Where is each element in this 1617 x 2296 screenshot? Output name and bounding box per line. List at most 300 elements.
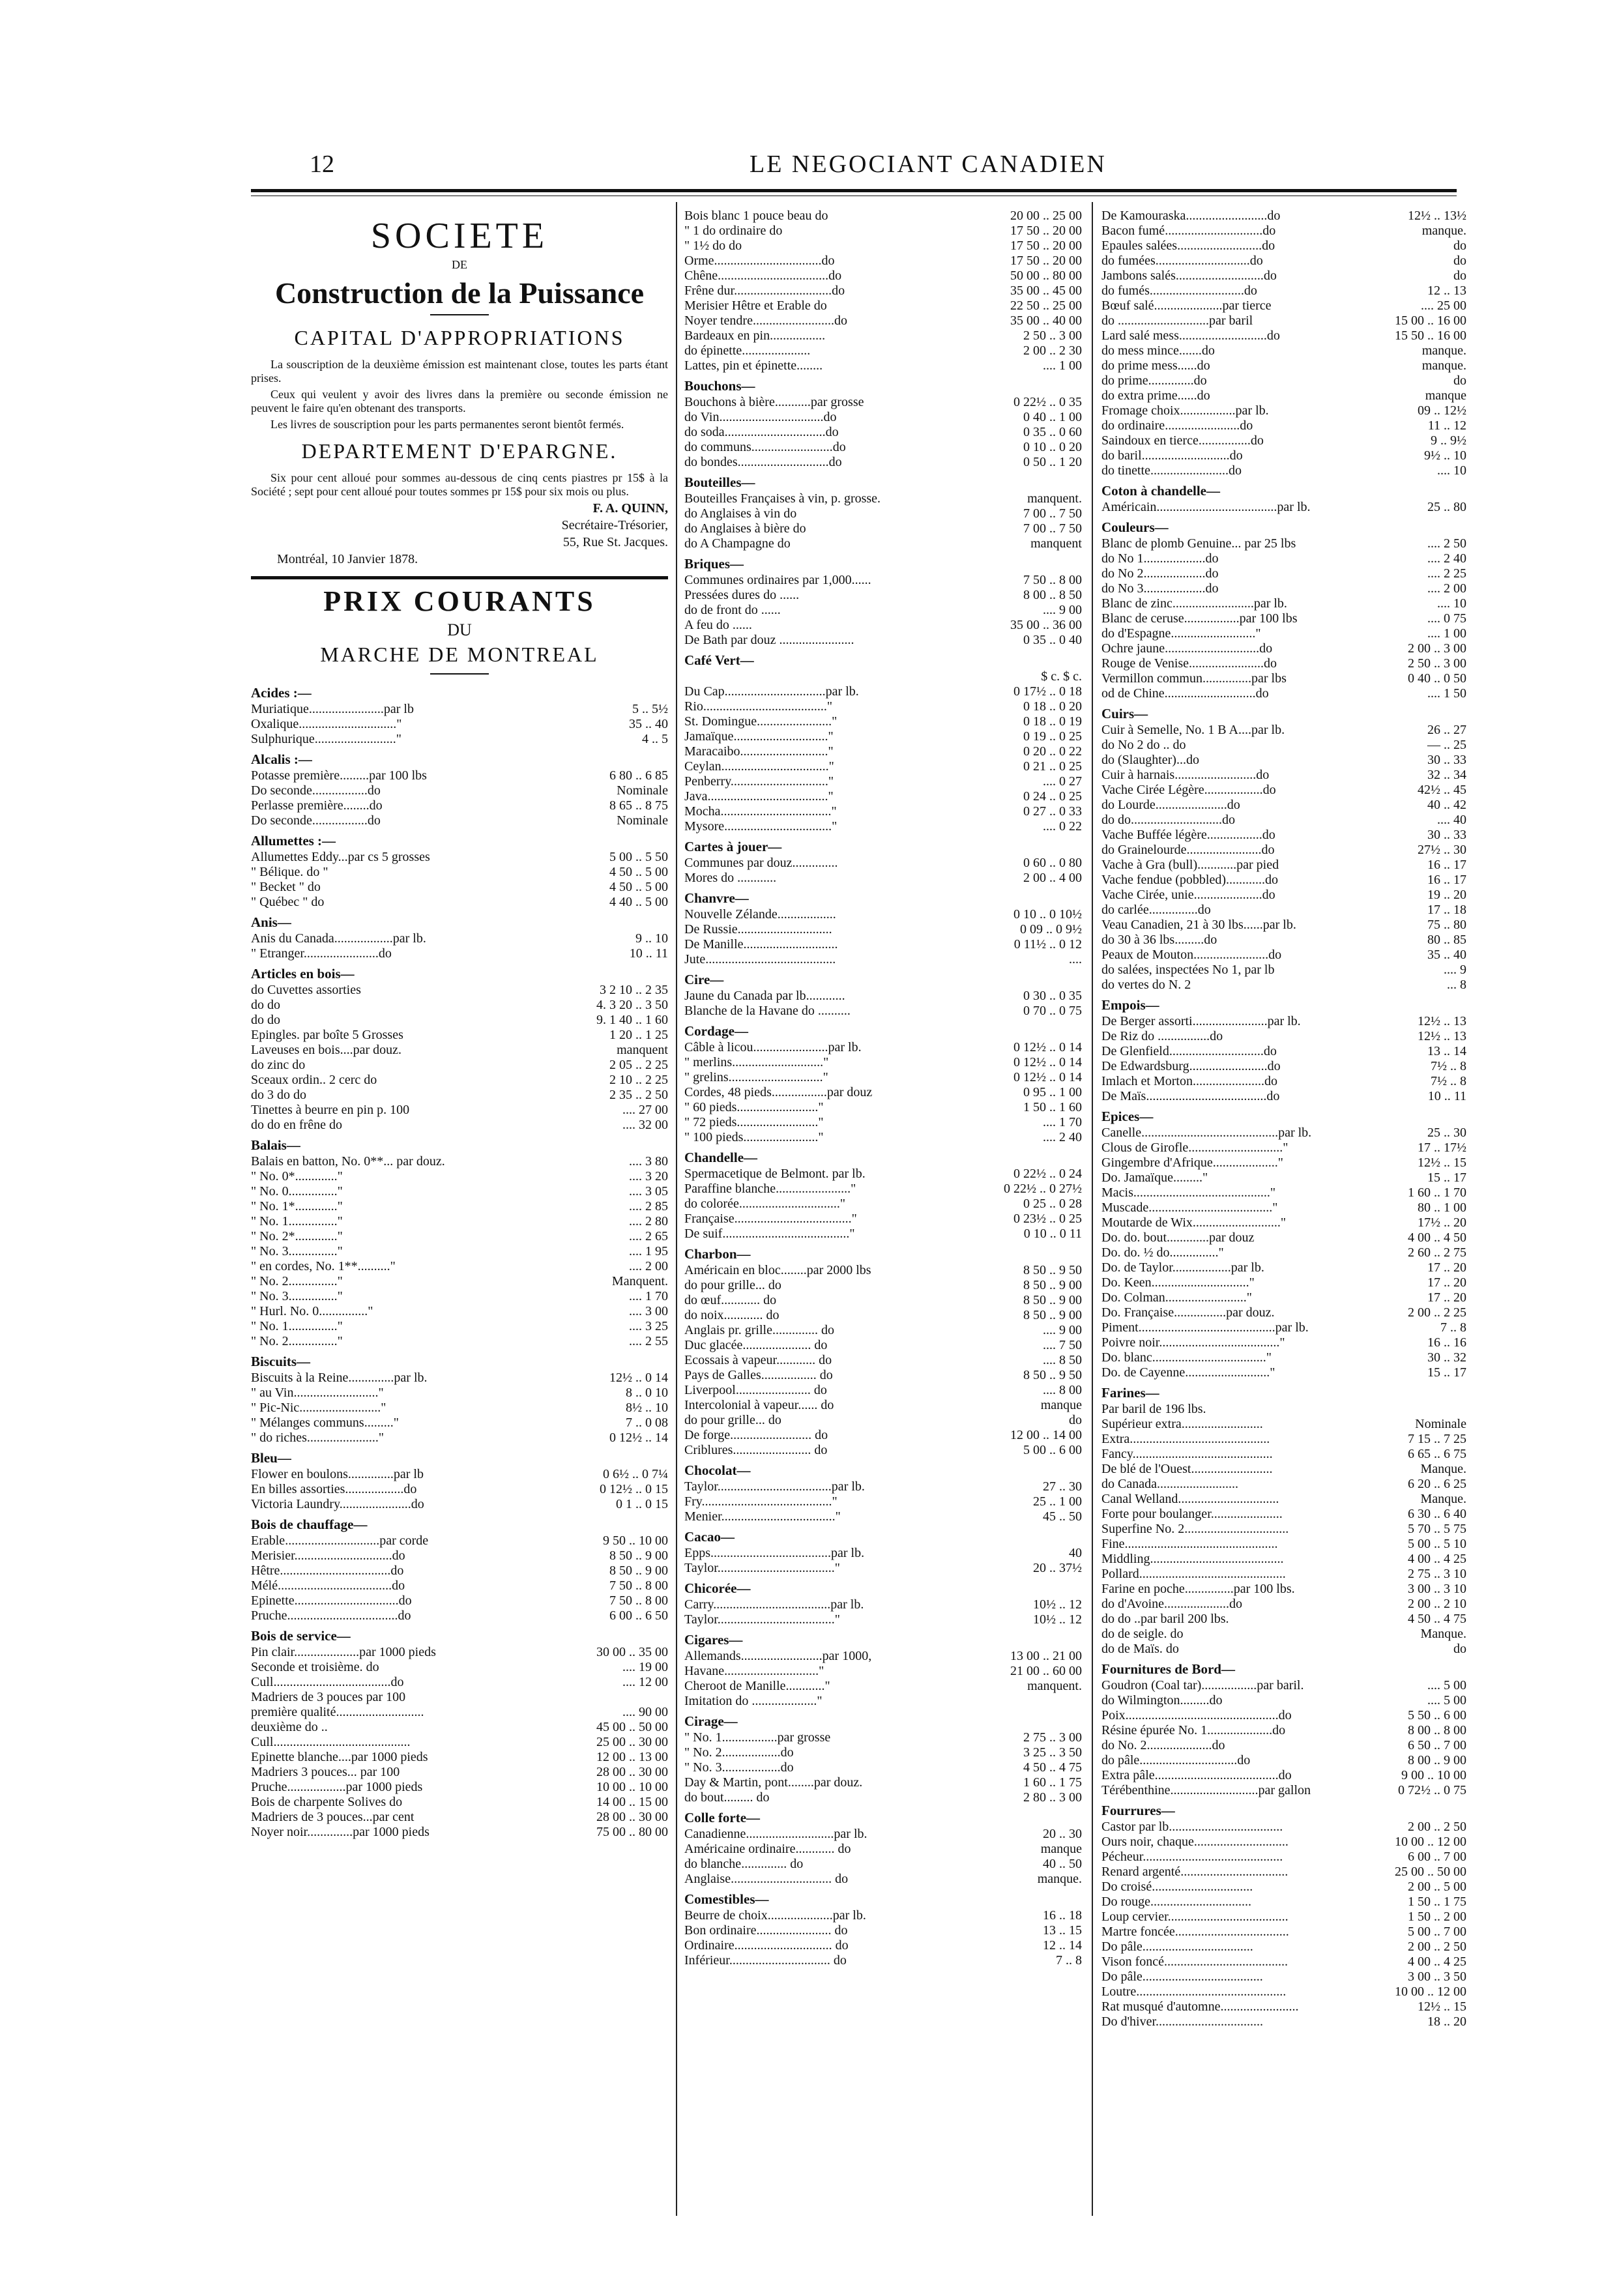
item-name: do No 1...................do — [1101, 551, 1219, 566]
price-row — [1101, 1365, 1466, 1380]
price-row — [684, 1923, 1082, 1938]
item-name: Vache Buffée légère.................do — [1101, 828, 1275, 842]
item-name: do prime mess......do — [1101, 358, 1210, 373]
price-row — [684, 1561, 1082, 1576]
item-price: 30 .. 33 — [1427, 753, 1466, 767]
item-name: Do. Jamaïque........." — [1101, 1170, 1208, 1185]
price-row — [251, 1386, 668, 1401]
item-price: 30 .. 33 — [1427, 828, 1466, 842]
item-name: Do. do. ½ do..............." — [1101, 1245, 1224, 1260]
item-name: Supérieur extra......................... — [1101, 1417, 1263, 1431]
item-name: Do seconde.................do — [251, 783, 381, 798]
item-name: " No. 1*............." — [251, 1199, 343, 1213]
item-name: " 60 pieds........................." — [684, 1100, 824, 1114]
price-row — [251, 717, 668, 732]
price-row — [684, 536, 1082, 551]
item-name: do 30 à 36 lbs.........do — [1101, 933, 1217, 947]
price-row — [684, 856, 1082, 871]
price-row — [1101, 551, 1466, 566]
item-name: do A Champagne do — [684, 536, 791, 551]
item-name: Taylor...................................." — [684, 1561, 840, 1575]
item-price — [1463, 1402, 1466, 1417]
item-name: Do seconde.................do — [251, 813, 381, 828]
price-row — [1101, 1089, 1466, 1104]
item-price: 2 00 .. 2 50 — [1408, 1940, 1466, 1954]
item-price: 2 00 .. 2 50 — [1408, 1820, 1466, 1834]
price-row — [684, 1827, 1082, 1842]
item-name: do fumés.............................do — [1101, 283, 1257, 298]
item-price: — .. 25 — [1427, 738, 1466, 752]
section-heading: Cirage— — [684, 1713, 738, 1729]
section-heading: Empois— — [1101, 997, 1159, 1013]
item-name: Communes ordinaires par 1,000...... — [684, 573, 871, 587]
ad-capital: CAPITAL D'APPROPRIATIONS — [294, 326, 625, 349]
item-price: .... 5 00 — [1427, 1678, 1466, 1693]
item-price: 15 50 .. 16 00 — [1395, 328, 1466, 343]
item-price: 4 .. 5 — [642, 732, 668, 746]
item-name: Do. blanc..................................." — [1101, 1350, 1272, 1365]
price-row — [684, 603, 1082, 618]
item-price: 8 50 .. 9 50 — [1023, 1368, 1082, 1382]
price-row — [251, 1118, 668, 1133]
item-name: do carlée...............do — [1101, 903, 1211, 917]
price-row — [684, 1100, 1082, 1115]
price-row — [251, 783, 668, 798]
price-row — [251, 1563, 668, 1578]
price-row — [1101, 1597, 1466, 1612]
item-price: 0 40 .. 1 00 — [1023, 410, 1082, 424]
item-name: Bardeaux en pin................. — [684, 328, 826, 343]
item-price: .... 40 — [1437, 813, 1466, 827]
price-row — [251, 1660, 668, 1675]
item-price: 8 50 .. 9 00 — [609, 1548, 668, 1563]
item-price: .... 7 50 — [1043, 1338, 1082, 1352]
price-row — [684, 1398, 1082, 1413]
item-price: ... 8 — [1447, 978, 1466, 992]
price-row — [1101, 1492, 1466, 1507]
price-row — [251, 1371, 668, 1386]
item-price: 0 20 .. 0 22 — [1023, 744, 1082, 759]
price-row — [684, 1308, 1082, 1323]
item-name: Bois de charpente Solives do — [251, 1795, 403, 1809]
item-name: Inférieur............................... do — [684, 1953, 847, 1968]
item-name: Blanc de zinc.........................par lb. — [1101, 596, 1287, 611]
section-heading: Colle forte— — [684, 1810, 761, 1825]
section-heading: Bouchons— — [684, 378, 755, 394]
item-name: do Canada......................... — [1101, 1477, 1238, 1491]
item-name: " No. 1..............." — [251, 1214, 343, 1228]
price-row — [1101, 1074, 1466, 1089]
item-name: Epaules salées..........................do — [1101, 239, 1275, 253]
item-price: Nominale — [617, 813, 668, 828]
price-row — [1101, 403, 1466, 418]
item-price: 2 80 .. 3 00 — [1023, 1790, 1082, 1805]
item-price: 16 .. 17 — [1427, 858, 1466, 872]
item-name: Extra........................................... — [1101, 1432, 1270, 1446]
item-name: Epinette................................do — [251, 1593, 412, 1608]
item-price: 0 35 .. 0 40 — [1023, 633, 1082, 647]
item-price: 0 24 .. 0 25 — [1023, 789, 1082, 804]
item-name: Jaune du Canada par lb............ — [684, 989, 845, 1003]
item-name: Piment..........................................par lb. — [1101, 1320, 1309, 1335]
price-row — [1101, 1402, 1466, 1417]
item-price: 17 .. 20 — [1427, 1290, 1466, 1305]
prix-courants-du: DU — [447, 620, 472, 639]
column-3 — [1101, 209, 1466, 2216]
item-name: Bouteilles Françaises à vin, p. grosse. — [684, 491, 881, 506]
item-price: 21 00 .. 60 00 — [1010, 1664, 1082, 1678]
item-price: manquent — [617, 1043, 668, 1057]
price-row — [1101, 686, 1466, 701]
item-name: Ordinaire.............................. do — [684, 1938, 849, 1953]
item-name: " 72 pieds........................." — [684, 1115, 824, 1129]
price-row — [1101, 611, 1466, 626]
item-price: manque. — [1037, 1872, 1082, 1886]
price-row — [684, 521, 1082, 536]
item-name: do d'Avoine....................do — [1101, 1597, 1242, 1611]
item-price: 0 6½ .. 0 7¼ — [603, 1467, 668, 1481]
item-price: .... 10 — [1437, 463, 1466, 478]
item-name: Carry....................................par lb. — [684, 1597, 864, 1612]
price-row — [684, 328, 1082, 343]
item-name: Laveuses en bois....par douz. — [251, 1043, 402, 1057]
price-row — [1101, 1642, 1466, 1657]
item-price: 28 00 .. 30 00 — [596, 1810, 668, 1824]
price-row — [684, 789, 1082, 804]
item-name: Communes par douz.............. — [684, 856, 838, 870]
item-price: .... 2 00 — [629, 1259, 668, 1273]
item-price: 7 50 .. 8 00 — [609, 1578, 668, 1593]
price-row — [1101, 463, 1466, 478]
price-row — [251, 1593, 668, 1608]
item-name: Américain en bloc........par 2000 lbs — [684, 1263, 871, 1277]
item-name: " No. 2..............." — [251, 1334, 343, 1348]
section-rule — [251, 576, 668, 579]
item-price: 4. 3 20 .. 3 50 — [596, 998, 668, 1012]
item-price: 2 00 .. 2 25 — [1408, 1305, 1466, 1320]
price-row — [1101, 1865, 1466, 1880]
section-heading: Chocolat— — [684, 1462, 751, 1478]
item-name: " Etranger.......................do — [251, 946, 392, 961]
item-price: 50 00 .. 80 00 — [1010, 269, 1082, 283]
item-name: Merisier Hêtre et Erable do — [684, 298, 827, 313]
price-row — [1101, 723, 1466, 738]
price-row — [684, 1130, 1082, 1145]
price-row — [1101, 1820, 1466, 1835]
header-rule — [251, 189, 1457, 192]
item-name: do Anglaises à vin do — [684, 506, 797, 521]
item-name: do zinc do — [251, 1058, 306, 1072]
item-name: première qualité........................... — [251, 1705, 424, 1719]
price-row — [251, 880, 668, 895]
item-name: Merisier..............................do — [251, 1548, 405, 1563]
price-row — [1101, 500, 1466, 515]
item-name: " No. 3..................do — [684, 1760, 794, 1775]
item-name: do No. 2....................do — [1101, 1738, 1225, 1752]
item-name: Pin clair....................par 1000 pieds — [251, 1645, 436, 1659]
item-price: 12 00 .. 14 00 — [1010, 1428, 1082, 1442]
item-price: 80 .. 1 00 — [1418, 1200, 1466, 1215]
item-name: do do — [251, 1013, 280, 1027]
item-name: do Cuvettes assorties — [251, 983, 361, 997]
item-price: 5 50 .. 6 00 — [1408, 1708, 1466, 1722]
section-heading: Fourrures— — [1101, 1803, 1175, 1818]
item-price: manque. — [1421, 358, 1466, 373]
price-row — [1101, 1567, 1466, 1582]
item-name: Muscade......................................" — [1101, 1200, 1278, 1215]
item-name: Cheroot de Manille............" — [684, 1679, 830, 1693]
item-name: Fromage choix.................par lb. — [1101, 403, 1269, 418]
item-name: Pruche..................par 1000 pieds — [251, 1780, 423, 1794]
item-price: 26 .. 27 — [1427, 723, 1466, 737]
item-name: Allemands.........................par 1000, — [684, 1649, 872, 1663]
price-row — [684, 714, 1082, 729]
item-name: Epps.....................................par lb. — [684, 1546, 865, 1560]
price-row — [251, 1735, 668, 1750]
price-row — [1101, 373, 1466, 388]
price-row — [1101, 948, 1466, 963]
item-name: Allumettes Eddy...par cs 5 grosses — [251, 850, 430, 864]
item-price: 13 .. 15 — [1043, 1923, 1082, 1938]
item-name: Résine épurée No. 1....................do — [1101, 1723, 1286, 1737]
price-row — [684, 1368, 1082, 1383]
item-price: 27½ .. 30 — [1418, 843, 1466, 857]
item-name: Perlasse première........do — [251, 798, 383, 813]
item-name: Ceylan................................." — [684, 759, 834, 774]
item-price: 0 12½ .. 0 14 — [1013, 1055, 1082, 1069]
item-price: 12½ .. 13½ — [1408, 209, 1466, 223]
price-row — [1101, 209, 1466, 224]
item-price: .... 10 — [1437, 596, 1466, 611]
item-price: .... 32 00 — [622, 1118, 668, 1132]
price-row — [251, 768, 668, 783]
section-heading: Chandelle— — [684, 1150, 758, 1165]
item-name: Ochre jaune.............................do — [1101, 641, 1273, 656]
item-name: " Québec " do — [251, 895, 325, 909]
price-row — [684, 759, 1082, 774]
item-name: do communs.........................do — [684, 440, 846, 454]
price-row — [251, 1431, 668, 1446]
item-price: 0 30 .. 0 35 — [1023, 989, 1082, 1003]
price-row — [1101, 1305, 1466, 1320]
price-row — [684, 1115, 1082, 1130]
item-name: do No 3...................do — [1101, 581, 1219, 596]
item-name: do tinette........................do — [1101, 463, 1242, 478]
price-row — [1101, 283, 1466, 298]
item-name: do pâle..............................do — [1101, 1753, 1251, 1767]
item-price: .... 1 70 — [1043, 1115, 1082, 1129]
price-row — [684, 1679, 1082, 1694]
item-price: 15 00 .. 16 00 — [1395, 313, 1466, 328]
item-name: Imlach et Morton......................do — [1101, 1074, 1277, 1088]
item-price: 5 00 .. 5 50 — [609, 850, 668, 864]
price-row — [684, 633, 1082, 648]
price-row — [1101, 1200, 1466, 1215]
item-price: 30 00 .. 35 00 — [596, 1645, 668, 1659]
item-price: .... 2 00 — [1427, 581, 1466, 596]
item-price: manque. — [1421, 224, 1466, 238]
price-row — [1101, 1335, 1466, 1350]
price-row — [684, 1293, 1082, 1308]
item-name: Gingembre d'Afrique...................." — [1101, 1155, 1283, 1170]
section-heading: Bleu— — [251, 1450, 291, 1466]
price-row — [251, 1482, 668, 1497]
price-row — [1101, 1170, 1466, 1185]
item-name: Do. Keen.............................." — [1101, 1275, 1255, 1290]
item-price: do — [1453, 269, 1466, 283]
price-row — [1101, 1910, 1466, 1925]
item-name: Câble à licou.......................par lb. — [684, 1040, 862, 1054]
price-row — [251, 1533, 668, 1548]
item-name: Tinettes à beurre en pin p. 100 — [251, 1103, 410, 1117]
item-price: 40 .. 50 — [1043, 1857, 1082, 1871]
price-row — [1101, 798, 1466, 813]
item-price: 4 00 .. 4 25 — [1408, 1552, 1466, 1566]
item-price: manquent. — [1027, 491, 1082, 506]
item-name: do do ..par baril 200 lbs. — [1101, 1612, 1229, 1626]
price-row — [251, 1675, 668, 1690]
item-price: 12½ .. 13 — [1418, 1014, 1466, 1028]
item-price: 2 05 .. 2 25 — [609, 1058, 668, 1072]
item-name: Oxalique.............................." — [251, 717, 402, 731]
price-row — [251, 732, 668, 747]
divider — [430, 673, 489, 675]
item-price: .... 25 00 — [1421, 298, 1466, 313]
item-name: Middling......................................... — [1101, 1552, 1284, 1566]
item-price: 16 .. 16 — [1427, 1335, 1466, 1350]
item-price: .... 2 55 — [629, 1334, 668, 1348]
item-price: 8 50 .. 9 00 — [1023, 1293, 1082, 1307]
price-row — [251, 1103, 668, 1118]
price-row — [684, 1227, 1082, 1242]
item-name: " 100 pieds......................." — [684, 1130, 824, 1144]
item-price: .... 9 — [1444, 963, 1466, 977]
price-row — [251, 1750, 668, 1765]
item-name: do Grainelourde.......................do — [1101, 843, 1275, 857]
price-row — [684, 491, 1082, 506]
item-price: .... — [1069, 952, 1082, 966]
price-row — [684, 1085, 1082, 1100]
price-row — [684, 1182, 1082, 1197]
price-row — [684, 298, 1082, 313]
item-name: Française...................................." — [684, 1212, 857, 1226]
item-name: do pour grille... do — [684, 1413, 781, 1427]
price-row — [1101, 566, 1466, 581]
item-name: do vertes do N. 2 — [1101, 978, 1191, 992]
item-name: Blanche de la Havane do .......... — [684, 1004, 851, 1018]
item-price: 9. 1 40 .. 1 60 — [596, 1013, 668, 1027]
section-heading: Couleurs— — [1101, 519, 1169, 535]
item-name: Anglaise............................... do — [684, 1872, 849, 1886]
price-row — [684, 224, 1082, 239]
item-price: 40 — [1069, 1546, 1082, 1560]
price-row — [1101, 1350, 1466, 1365]
item-price: 5 00 .. 7 00 — [1408, 1925, 1466, 1939]
item-price: 16 .. 18 — [1043, 1908, 1082, 1923]
item-price: Nominale — [617, 783, 668, 798]
item-name: do œuf............ do — [684, 1293, 777, 1307]
item-name: do do — [251, 998, 280, 1012]
item-price: .... 90 00 — [622, 1705, 668, 1719]
item-price: 15 .. 17 — [1427, 1170, 1466, 1185]
price-row — [684, 588, 1082, 603]
item-name: Maracaibo..........................." — [684, 744, 834, 759]
item-name: Mélé...................................do — [251, 1578, 405, 1593]
price-row — [1101, 1925, 1466, 1940]
price-row — [1101, 343, 1466, 358]
price-row — [1101, 783, 1466, 798]
item-price: 0 18 .. 0 19 — [1023, 714, 1082, 729]
price-row — [1101, 1880, 1466, 1895]
price-row — [1101, 448, 1466, 463]
ad-paragraph: La souscription de la deuxième émission est maintenant close, toutes les parts étant prises. — [251, 358, 668, 385]
item-name: Nouvelle Zélande.................. — [684, 907, 836, 922]
price-row — [251, 1334, 668, 1349]
price-row — [1101, 298, 1466, 313]
item-name: De blé de l'Ouest......................... — [1101, 1462, 1273, 1476]
item-price: 0 35 .. 0 60 — [1023, 425, 1082, 439]
price-row — [1101, 1290, 1466, 1305]
price-row — [1101, 269, 1466, 283]
price-row — [251, 1497, 668, 1512]
item-name: " No. 2..............." — [251, 1274, 343, 1288]
item-name: do ............................par baril — [1101, 313, 1253, 328]
item-name: De Maïs.....................................do — [1101, 1089, 1280, 1103]
item-name: do de seigle. do — [1101, 1627, 1184, 1641]
ad-signature-title: Secrétaire-Trésorier, — [561, 518, 668, 532]
item-price: manquent — [1030, 536, 1082, 551]
item-name: do prime..............do — [1101, 373, 1207, 388]
item-price: 10 .. 11 — [629, 946, 668, 961]
item-name: Beurre de choix....................par lb. — [684, 1908, 866, 1923]
item-price: .... 5 00 — [1427, 1693, 1466, 1707]
price-row — [1101, 1126, 1466, 1141]
section-heading: Balais— — [251, 1137, 300, 1153]
item-price: 13 00 .. 21 00 — [1010, 1649, 1082, 1663]
item-price: 17 .. 20 — [1427, 1275, 1466, 1290]
price-row — [684, 358, 1082, 373]
price-row — [1101, 1141, 1466, 1155]
section-heading: Cartes à jouer— — [684, 839, 782, 854]
item-price: .... 3 20 — [629, 1169, 668, 1184]
section-heading: Bouteilles— — [684, 474, 755, 490]
price-row — [1101, 1029, 1466, 1044]
item-price: .... 3 25 — [629, 1319, 668, 1333]
item-name: Castor par lb................................... — [1101, 1820, 1283, 1834]
item-name: do do en frêne do — [251, 1118, 342, 1132]
item-price: 2 75 .. 3 10 — [1408, 1567, 1466, 1581]
item-price: manquent. — [1027, 1679, 1082, 1693]
item-name: Do pâle.................................. — [1101, 1940, 1253, 1954]
item-price: 6 65 .. 6 75 — [1408, 1447, 1466, 1461]
item-price: 1 50 .. 1 60 — [1023, 1100, 1082, 1114]
price-row — [684, 989, 1082, 1004]
item-price: 6 50 .. 7 00 — [1408, 1738, 1466, 1752]
item-price: 6 20 .. 6 25 — [1408, 1477, 1466, 1491]
price-row — [1101, 1552, 1466, 1567]
price-row — [684, 1597, 1082, 1612]
price-row — [251, 1289, 668, 1304]
item-name: do salées, inspectées No 1, par lb — [1101, 963, 1275, 977]
price-row — [684, 744, 1082, 759]
price-row — [684, 804, 1082, 819]
price-row — [684, 269, 1082, 283]
item-price: 25 .. 1 00 — [1033, 1494, 1082, 1509]
price-row — [684, 1004, 1082, 1019]
item-price: 7 00 .. 7 50 — [1023, 506, 1082, 521]
item-name: Anis du Canada..................par lb. — [251, 931, 426, 946]
price-row — [684, 1263, 1082, 1278]
